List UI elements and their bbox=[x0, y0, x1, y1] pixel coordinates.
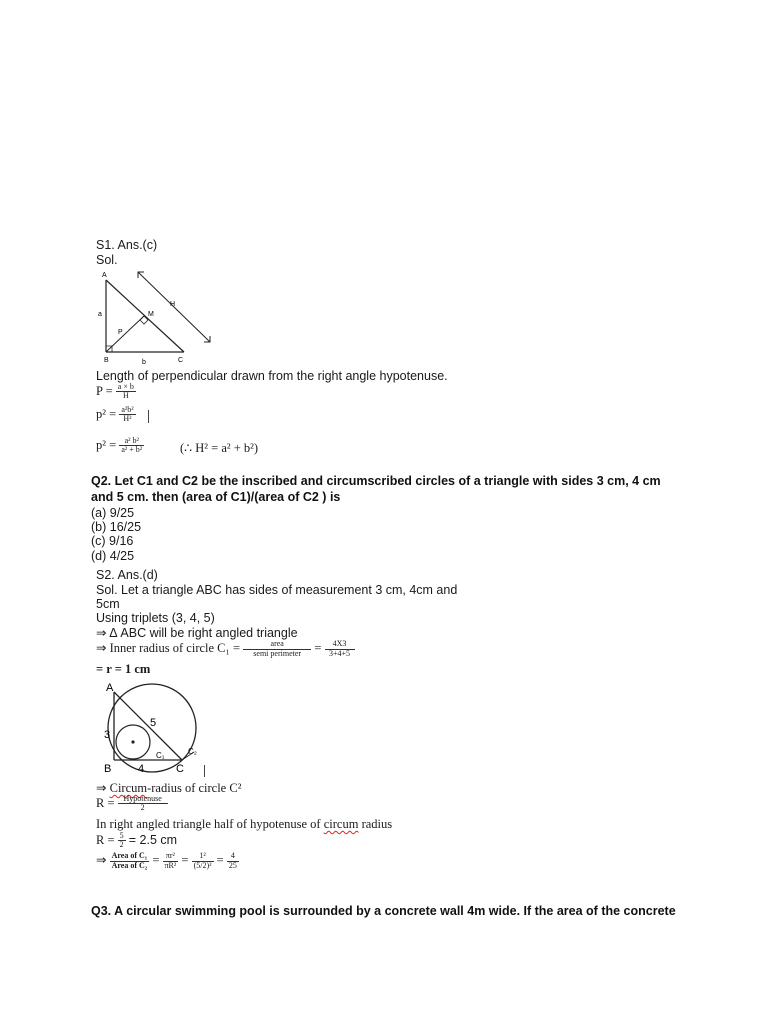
s2-half-suffix: radius bbox=[358, 817, 393, 831]
s1-f1-lhs: P = bbox=[96, 383, 113, 398]
s1-f3-lhs: p² = bbox=[96, 437, 117, 452]
s1-f3-note: (∴ H² = a² + b²) bbox=[180, 441, 259, 455]
s2-R-formula bbox=[96, 795, 168, 813]
s2-ratio-den4: 25 bbox=[228, 860, 237, 870]
s2-label-C2: C₂ bbox=[188, 747, 197, 756]
s1-f3-den: a² + b² bbox=[121, 445, 143, 455]
s2-half-hypotenuse bbox=[96, 817, 392, 832]
s2-circle-figure bbox=[96, 678, 216, 778]
s2-R-val-num: 5 bbox=[119, 831, 124, 840]
s2-inner-den: semi perimeter bbox=[253, 648, 302, 658]
s2-ratio-num4: 4 bbox=[227, 852, 239, 861]
s2-ratio-den1: Area of C₂ bbox=[111, 860, 148, 870]
s1-f3-num: a² b² bbox=[119, 437, 144, 446]
q2-line-2: and 5 cm. then (area of C1)/(area of C2 ) is bbox=[91, 490, 341, 504]
s2-circum-radius bbox=[96, 780, 241, 796]
s1-formula-1 bbox=[96, 383, 136, 401]
s2-ratio-num1: Area of C₁ bbox=[111, 851, 148, 861]
s2-label-B: B bbox=[104, 763, 112, 775]
s1-label-C: C bbox=[178, 357, 184, 364]
s1-formula-2 bbox=[96, 406, 136, 424]
s1-f2-den: H² bbox=[123, 414, 132, 424]
q3-line-1: Q3. A circular swimming pool is surrounded by a concrete wall 4m wide. If the area of the concrete bbox=[91, 904, 676, 918]
s1-label-a: a bbox=[98, 311, 102, 318]
s2-circum-arrow: ⇒ bbox=[96, 781, 110, 795]
s2-label-A: A bbox=[106, 682, 114, 694]
s2-half-prefix: In right angled triangle half of hypotenuse of bbox=[96, 817, 324, 831]
s2-inner-num2: 4X3 bbox=[325, 640, 355, 649]
s2-area-ratio bbox=[96, 852, 239, 870]
s2-ratio-den2: πR² bbox=[164, 860, 177, 870]
s2-half-word: circum bbox=[323, 817, 359, 831]
s2-answer: S2. Ans.(d) bbox=[96, 568, 158, 582]
s2-inner-lhs: ⇒ Inner radius of circle C₁ = bbox=[96, 641, 241, 655]
s1-f2-lhs: p² = bbox=[96, 406, 117, 421]
s2-triplets: Using triplets (3, 4, 5) bbox=[96, 611, 215, 625]
s1-label-b: b bbox=[142, 359, 146, 366]
s2-circum-rest: -radius of circle C² bbox=[147, 781, 242, 795]
s1-label-H: H bbox=[170, 301, 176, 308]
s1-label-P: P bbox=[118, 329, 123, 336]
q2-option-a: (a) 9/25 bbox=[91, 506, 135, 520]
s2-ratio-arrow: ⇒ bbox=[96, 853, 107, 867]
s1-label-A: A bbox=[102, 272, 107, 279]
s2-R-val-lhs: R = bbox=[96, 832, 115, 847]
s2-ratio-num2: πr² bbox=[163, 852, 179, 861]
s2-circum-word: Circum bbox=[109, 781, 148, 795]
s1-sol-label: Sol. bbox=[96, 253, 118, 267]
s2-R-den: 2 bbox=[140, 803, 145, 813]
s2-R-val-den: 2 bbox=[119, 840, 124, 850]
s2-R-value bbox=[96, 832, 177, 850]
q2-option-d: (d) 4/25 bbox=[91, 549, 135, 563]
s1-label-B: B bbox=[104, 357, 109, 364]
s1-formula-3 bbox=[96, 437, 144, 455]
s2-ratio-eq3: = bbox=[216, 853, 224, 867]
text-cursor bbox=[148, 410, 149, 423]
s1-length-text: Length of perpendicular drawn from the right angle hypotenuse. bbox=[96, 369, 448, 383]
s2-label-C: C bbox=[176, 763, 184, 775]
s1-f2-num: a²b² bbox=[121, 405, 134, 414]
q2-line-1: Q2. Let C1 and C2 be the inscribed and circumscribed circles of a triangle with sides 3 cm, 4 cm bbox=[91, 474, 661, 488]
s2-inner-eq: = bbox=[314, 641, 322, 655]
q2-option-c: (c) 9/16 bbox=[91, 534, 134, 548]
text-cursor-2 bbox=[204, 765, 205, 777]
s2-R-val-rhs: = 2.5 cm bbox=[128, 832, 178, 847]
s2-R-lhs: R = bbox=[96, 795, 115, 810]
s2-inner-radius-formula bbox=[96, 640, 355, 658]
s2-label-4: 4 bbox=[138, 763, 145, 775]
s2-inner-den2: 3+4+5 bbox=[328, 648, 351, 658]
s1-label-M: M bbox=[148, 311, 154, 318]
s2-ratio-den3: (5/2)² bbox=[193, 860, 212, 870]
s2-R-num: Hypotenuse bbox=[118, 795, 168, 804]
s2-ratio-eq2: = bbox=[181, 853, 189, 867]
s2-r-result: = r = 1 cm bbox=[96, 662, 151, 676]
s1-answer: S1. Ans.(c) bbox=[96, 238, 158, 252]
s1-triangle-figure bbox=[92, 266, 222, 370]
q2-option-b: (b) 16/25 bbox=[91, 520, 142, 534]
s2-label-5: 5 bbox=[150, 717, 157, 729]
s2-sol-line-1: Sol. Let a triangle ABC has sides of measurement 3 cm, 4cm and bbox=[96, 583, 458, 597]
s2-ratio-eq1: = bbox=[152, 853, 160, 867]
s2-right-angled: ⇒ Δ ABC will be right angled triangle bbox=[96, 626, 298, 640]
s2-label-C1: C₁ bbox=[156, 751, 165, 760]
s2-inner-num: area bbox=[243, 640, 311, 649]
s1-f1-num: a × b bbox=[117, 382, 134, 391]
s2-ratio-num3: 1² bbox=[192, 852, 214, 861]
s2-sol-line-2: 5cm bbox=[96, 597, 120, 611]
s1-f1-den: H bbox=[122, 391, 129, 401]
s2-label-3: 3 bbox=[104, 729, 111, 741]
